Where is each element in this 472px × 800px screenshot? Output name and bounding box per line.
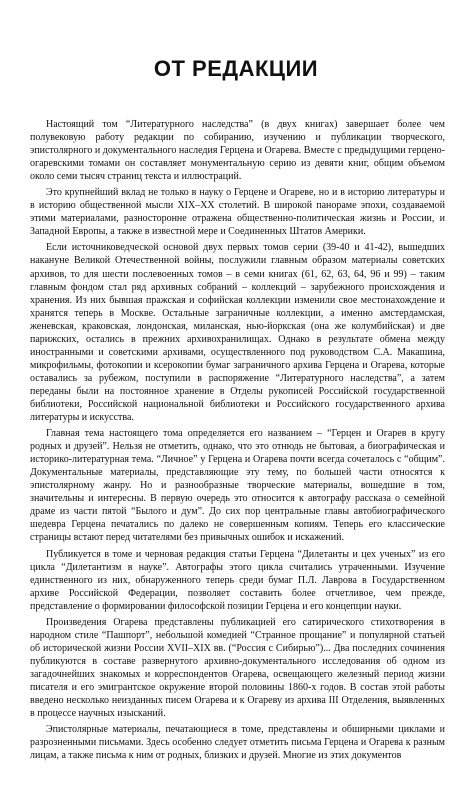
paragraph-4: Главная тема настоящего тома определяется его названием – “Герцен и Огарев в кругу родных и друзей”. Нельзя не отметить, однако, что это отнюдь не бытовая, а биографическая и историко-литературная тема. “Личное” у Герцена и Огарева почти всегда сочеталось с “общим”. Документальные материалы, представляющие эту тему, по большей части относятся к эпистолярному жанру. Но и разнообразные творческие материалы, вошедшие в том, значительны и интересны. В первую очередь это относится к автографу рассказа о семейной драме из части пятой “Былого и дум”. До сих пор центральные главы автобиографического шедевра Герцена печатались по далеко не совершенным копиям. Теперь его классические страницы встают перед читателями без привычных ошибок и искажений. xyxy=(30,428,445,544)
paragraph-3: Если источниковедческой основой двух первых томов серии (39-40 и 41-42), вышедших накануне Великой Отечественной войны, послужили главным образом материалы советских архивов, то для шести послевоенных томов – в семи книгах (61, 62, 63, 64, 96 и 99) – таким главным фондом стал ряд архивных собраний – коллекций – зарубежного происхождения и хранения. Из них бывшая пражская и софийская коллекции изменили свое местонахождение и хранятся теперь в Москве. Остальные заграничные коллекции, а именно амстердамская, женевская, краковская, лондонская, миланская, нью-йоркская (она же колумбийская) и две парижских, остались в прежних архивохранилищах. Однако в результате обмена между иностранными и советскими архивами, осуществленного под руководством С.А. Макашина, микрофильмы, фотокопии и ксерокопии бумаг заграничного архива Герцена и Огарева, которые оставались за рубежом, поступили в распоряжение “Литературного наследства”, а затем переданы были на постоянное хранение в Отделы рукописей Российской государственной библиотеки, Российской национальной библиотеки и Российского государственного архива литературы и искусства. xyxy=(30,242,445,424)
paragraph-1: Настоящий том “Литературного наследства” (в двух книгах) завершает более чем полувековую работу редакции по собиранию, изучению и публикации творческого, эпистолярного и документального наследия Герцена и Огарева. Вместе с предыдущими герцено-огаревскими томами он составляет монументальную серию из девяти книг, общим объемом около семи тысяч страниц текста и иллюстраций. xyxy=(30,119,445,183)
page-title: ОТ РЕДАКЦИИ xyxy=(153,56,319,81)
article-body xyxy=(30,118,445,765)
paragraph-6: Произведения Огарева представлены публикацией его сатирического стихотворения в народном стиле “Пашпорт”, небольшой комедией “Странное прощание” и популярной статьей об исторической жизни России XVII–XIX вв. (“Россия с Сибирью”)... Два последних сочинения публикуются в составе развернутого архивно-документального исследования об одном из загадочнейших знакомых и корреспондентов Огарева, освещающего железный период жизни писателя и его эмигрантское окружение второй половины 1860-х годов. В состав этой работы введено несколько неизданных писем Огарева и к Огареву из архива III Отделения, выявленных в процессе научных изысканий. xyxy=(30,616,445,720)
paragraph-7: Эпистолярные материалы, печатающиеся в томе, представлены и обширными циклами и разрозненными письмами. Здесь особенно следует отметить письма Герцена и Огарева к разным лицам, а также письма к ним от родных, близких и друзей. Многие из этих документов xyxy=(30,724,445,762)
paragraph-2: Это крупнейший вклад не только в науку о Герцене и Огареве, но и в историю литературы и в историю общественной мысли XIX–XX столетий. В широкой панораме эпохи, создаваемой этими материалами, разносторонне отражена общественно-политическая жизнь и России, и Западной Европы, а также в известной мере и Соединенных Штатов Америки. xyxy=(30,187,445,238)
paragraph-5: Публикуется в томе и черновая редакция статьи Герцена “Дилетанты и цех ученых” из его цикла “Дилетантизм в науке”. Автографы этого цикла считались утраченными. Изучение единственного из них, обнаруженного теперь среди бумаг П.Л. Лаврова в Государственном архиве Российской Федерации, позволяет составить более отчетливое, чем прежде, представление о формировании философской позиции Герцена и его концепции науки. xyxy=(30,548,445,612)
